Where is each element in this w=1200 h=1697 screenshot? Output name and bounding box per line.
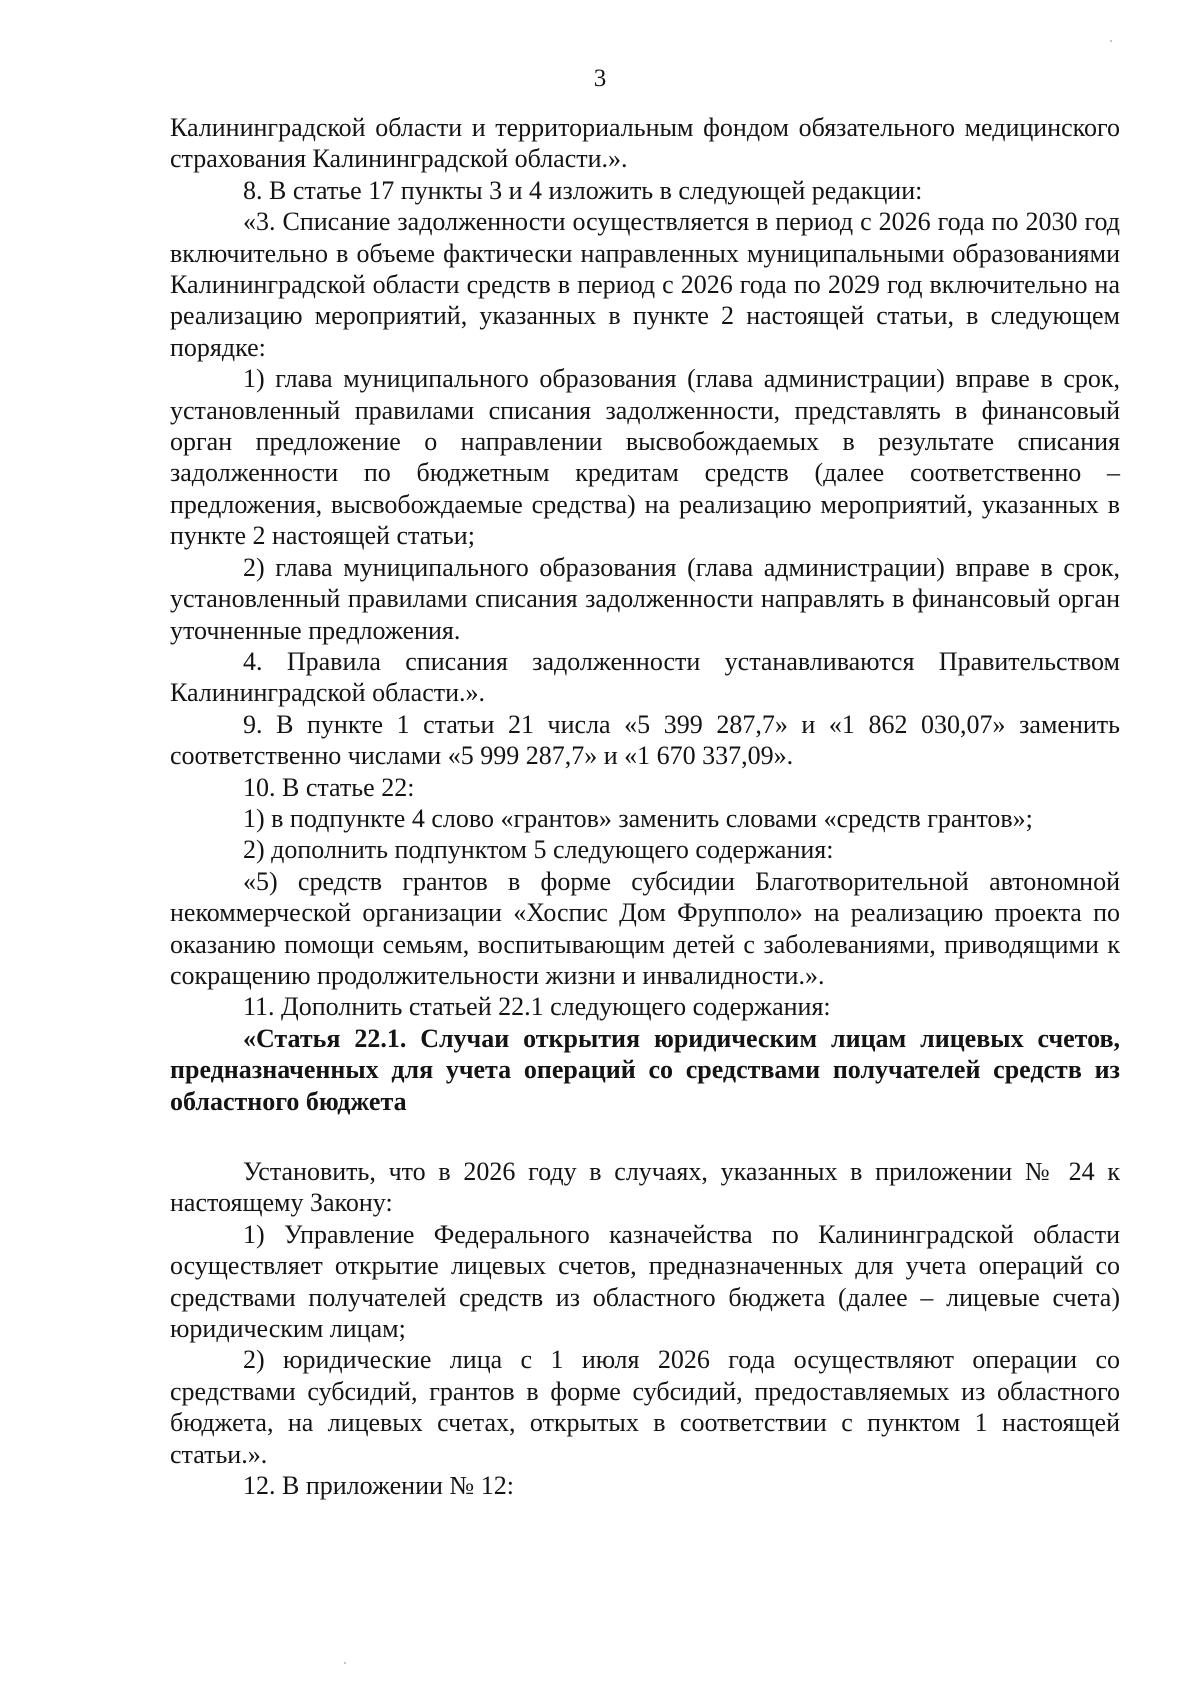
paragraph-item-11: 11. Дополнить статьей 22.1 следующего содержания: bbox=[243, 992, 831, 1022]
paragraph-item-10-sub-1: 1) в подпункте 4 слово «грантов» заменить словами «средств грантов»; bbox=[243, 803, 1033, 833]
paragraph-subitem-1: 1) глава муниципального образования (глава администрации) вправе в срок, установленный правилами списания задолженности, представлять в финансовый орган предложение о направлении высвобождаемых в результате списания задолженности по бюджетным кредитам средств (далее соответственно – предложения, высвобождаемые средства) на реализацию мероприятий, указанных в пункте 2 настоящей статьи; bbox=[170, 364, 1120, 551]
paragraph-item-12: 12. В приложении № 12: bbox=[243, 1471, 514, 1501]
scan-speck bbox=[1110, 40, 1112, 42]
paragraph-article-22-1-point-1: 1) Управление Федерального казначейства по Калининградской области осуществляет открытие лицевых счетов, предназначенных для учета операций со средствами получателей средств из областного бюджета (далее – лицевые счета) юридическим лицам; bbox=[170, 1219, 1120, 1344]
paragraph-article-17-point-3: «3. Списание задолженности осуществляется в период с 2026 года по 2030 год включительно в объеме фактически направленных муниципальными образованиями Калининградской области средств в период с 2026 года по 2029 год включительно на реализацию мероприятий, указанных в пункте 2 настоящей статьи, в следующем порядке: bbox=[170, 207, 1120, 362]
paragraph-article-22-1-intro: Установить, что в 2026 году в случаях, указанных в приложении № 24 к настоящему Закону: bbox=[170, 1157, 1120, 1218]
paragraph-item-10-sub-2: 2) дополнить подпунктом 5 следующего содержания: bbox=[243, 835, 834, 865]
paragraph-item-8: 8. В статье 17 пункты 3 и 4 изложить в следующей редакции: bbox=[243, 175, 923, 205]
article-22-1-heading: «Статья 22.1. Случаи открытия юридическим лицам лицевых счетов, предназначенных для учета операций со средствами получателей средств из областного бюджета bbox=[170, 1023, 1120, 1116]
paragraph-subitem-2: 2) глава муниципального образования (глава администрации) вправе в срок, установленный правилами списания задолженности направлять в финансовый орган уточненные предложения. bbox=[170, 552, 1120, 645]
paragraph-article-17-point-4: 4. Правила списания задолженности устанавливаются Правительством Калининградской области.». bbox=[170, 646, 1120, 708]
paragraph-item-10: 10. В статье 22: bbox=[243, 772, 415, 802]
scan-speck bbox=[344, 1662, 346, 1664]
paragraph-continuation: Калининградской области и территориальным фондом обязательного медицинского страхования Калининградской области.». bbox=[170, 113, 1120, 174]
paragraph-item-9: 9. В пункте 1 статьи 21 числа «5 399 287,7» и «1 862 030,07» заменить соответственно числами «5 999 287,7» и «1 670 337,09». bbox=[170, 709, 1120, 771]
paragraph-subpoint-5: «5) средств грантов в форме субсидии Благотворительной автономной некоммерческой организации «Хоспис Дом Фрупполо» на реализацию проекта по оказанию помощи семьям, воспитывающим детей с заболеваниями, приводящими к сокращению продолжительности жизни и инвалидности.». bbox=[170, 866, 1120, 990]
document-body bbox=[170, 112, 1120, 1501]
paragraph-article-22-1-point-2: 2) юридические лица с 1 июля 2026 года осуществляют операции со средствами субсидий, грантов в форме субсидий, предоставляемых из областного бюджета, на лицевых счетах, открытых в соответствии с пунктом 1 настоящей статьи.». bbox=[170, 1345, 1120, 1469]
page-number: 3 bbox=[593, 65, 607, 92]
